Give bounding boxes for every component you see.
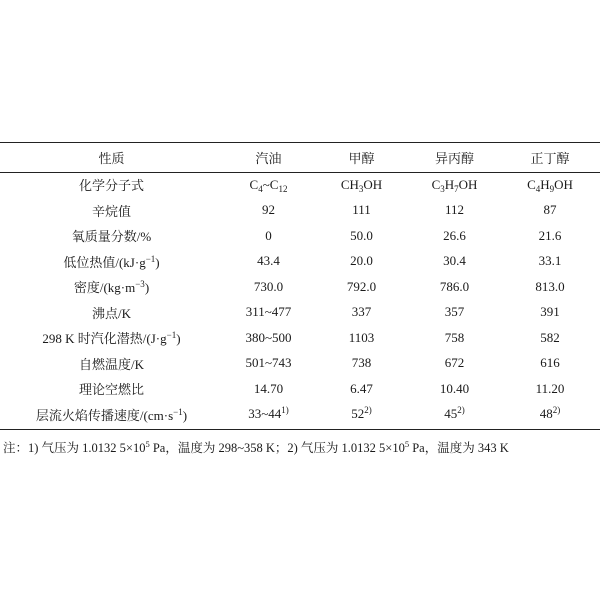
cell-methanol: 1103	[348, 329, 375, 345]
cell-gasoline: 0	[265, 227, 272, 243]
cell-n-butanol: 813.0	[535, 278, 565, 294]
cell-methanol: 52$^{2)}$	[351, 405, 372, 422]
cell-n-butanol: $C_4H_9OH$	[527, 176, 573, 194]
table-row	[0, 198, 600, 224]
header-gasoline: 汽油	[255, 151, 282, 166]
cell-methanol: 738	[351, 355, 372, 371]
cell-methanol: 792.0	[346, 278, 377, 294]
cell-methanol: 50.0	[350, 227, 373, 243]
cell-gasoline: 501~743	[245, 355, 292, 371]
table-footnote: 注：1) 气压为 1.0132 $5\times 10^5$ Pa，温度为 298~358 K；2) 气压为 1.0132 $5\times 10^5$ Pa，温度为 343 K	[3, 439, 509, 455]
table-header-row	[0, 143, 600, 172]
row-property-label: 氧质量分数/%	[71, 229, 152, 245]
cell-methanol: $CH_3OH$	[340, 176, 383, 194]
cell-isopropanol: 30.4	[443, 253, 466, 269]
cell-n-butanol: 391	[540, 304, 560, 320]
cell-isopropanol: 357	[444, 304, 465, 320]
cell-gasoline: 311~477	[245, 304, 292, 320]
cell-isopropanol: 10.40	[439, 380, 470, 396]
header-n-butanol: 正丁醇	[530, 151, 570, 166]
table-body	[0, 172, 600, 427]
row-property-label: 辛烷值	[91, 203, 131, 219]
fuel-properties-table	[0, 143, 600, 427]
cell-isopropanol: 45$^{2)}$	[444, 405, 465, 422]
cell-n-butanol: 582	[540, 329, 560, 345]
table-row	[0, 274, 600, 300]
table-row	[0, 351, 600, 377]
table-row	[0, 300, 600, 326]
cell-methanol: 337	[351, 304, 372, 320]
table-bottom-rule	[0, 429, 600, 430]
cell-n-butanol: 11.20	[535, 380, 565, 396]
row-property-label: 化学分子式	[78, 178, 144, 194]
table-row	[0, 172, 600, 198]
cell-isopropanol: $C_3H_7OH$	[431, 176, 478, 194]
row-property-label: 298 K 时汽化潜热$/(J\cdot g^{-1})$	[42, 330, 181, 347]
cell-isopropanol: 26.6	[443, 227, 466, 243]
cell-gasoline: 33~44$^{1)}$	[248, 405, 289, 422]
cell-isopropanol: 758	[444, 329, 465, 345]
row-property-label: 沸点/K	[91, 305, 131, 321]
cell-gasoline: 14.70	[253, 380, 284, 396]
table-row	[0, 376, 600, 402]
table-row	[0, 249, 600, 275]
cell-isopropanol: 672	[444, 355, 465, 371]
header-methanol: 甲醇	[348, 151, 375, 166]
table-row	[0, 325, 600, 351]
cell-isopropanol: 112	[444, 202, 465, 218]
cell-n-butanol: 87	[543, 202, 557, 218]
table-row	[0, 223, 600, 249]
cell-gasoline: 43.4	[257, 253, 280, 269]
cell-methanol: 6.47	[350, 380, 373, 396]
cell-gasoline: 92	[262, 202, 275, 218]
row-property-label: 低位热值$/(kJ\cdot g^{-1})$	[63, 253, 160, 270]
row-property-label: 密度$/(kg\cdot m^{-3})$	[73, 279, 150, 296]
header-property: 性质	[98, 151, 125, 166]
cell-methanol: 20.0	[350, 253, 373, 269]
cell-n-butanol: 33.1	[538, 253, 562, 269]
row-property-label: 自燃温度/K	[78, 356, 144, 372]
table-row	[0, 402, 600, 428]
cell-n-butanol: 21.6	[538, 227, 562, 243]
cell-isopropanol: 786.0	[439, 278, 470, 294]
cell-gasoline: $C_4\sim C_{12}$	[249, 176, 288, 194]
cell-gasoline: 730.0	[253, 278, 284, 294]
row-property-label: 层流火焰传播速度$/(cm\cdot s^{-1})$	[35, 406, 188, 423]
cell-n-butanol: 616	[540, 355, 560, 371]
cell-methanol: 111	[352, 202, 371, 218]
header-isopropanol: 异丙醇	[434, 151, 474, 166]
cell-gasoline: 380~500	[245, 329, 292, 345]
row-property-label: 理论空燃比	[78, 382, 144, 398]
cell-n-butanol: 48$^{2)}$	[539, 405, 561, 422]
